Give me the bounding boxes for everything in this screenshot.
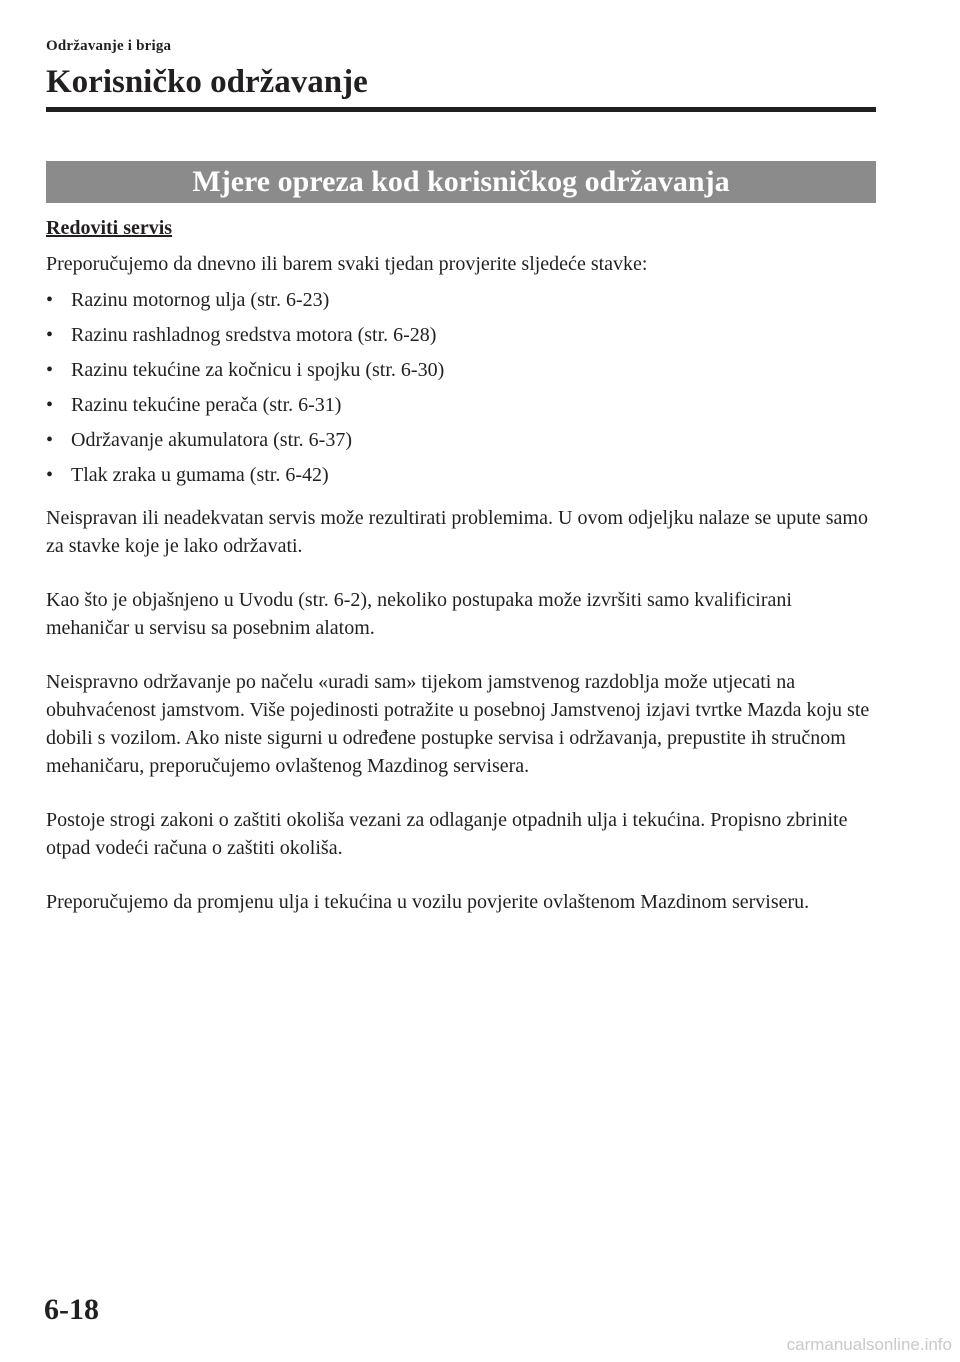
bullet-icon: • bbox=[46, 359, 54, 381]
page-number: 6-18 bbox=[44, 1293, 99, 1326]
bullet-icon: • bbox=[46, 289, 54, 311]
section-label: Održavanje i briga bbox=[46, 38, 172, 54]
list-item-text: Tlak zraka u gumama (str. 6-42) bbox=[71, 464, 329, 486]
section-banner: Mjere opreza kod korisničkog održavanja bbox=[46, 161, 876, 203]
list-item bbox=[46, 391, 878, 419]
list-item bbox=[46, 286, 878, 314]
list-item-text: Razinu tekućine za kočnicu i spojku (str. 6-30) bbox=[71, 359, 445, 381]
bullet-icon: • bbox=[46, 429, 54, 451]
list-item bbox=[46, 321, 878, 349]
bullet-icon: • bbox=[46, 324, 54, 346]
list-item bbox=[46, 461, 878, 489]
intro-text: Preporučujemo da dnevno ili barem svaki tjedan provjerite sljedeće stavke: bbox=[46, 253, 648, 275]
main-content bbox=[46, 214, 878, 942]
list-item-text: Razinu tekućine perača (str. 6-31) bbox=[71, 394, 342, 416]
subheading: Redoviti servis bbox=[46, 217, 173, 239]
bullet-icon: • bbox=[46, 394, 54, 416]
title-divider bbox=[46, 107, 876, 112]
list-item bbox=[46, 426, 878, 454]
watermark: carmanualsonline.info bbox=[786, 1335, 952, 1354]
checklist bbox=[46, 286, 878, 489]
paragraph: Postoje strogi zakoni o zaštiti okoliša vezani za odlaganje otpadnih ulja i tekućina. Propisno zbrinite otpad vodeći računa o zaštiti okoliša. bbox=[46, 809, 848, 859]
paragraph: Neispravan ili neadekvatan servis može rezultirati problemima. U ovom odjeljku nalaze se upute samo za stavke koje je lako održavati. bbox=[46, 507, 868, 557]
bullet-icon: • bbox=[46, 464, 54, 486]
paragraph: Neispravno održavanje po načelu «uradi sam» tijekom jamstvenog razdoblja može utjecati na obuhvaćenost jamstvom. Više pojedinosti potražite u posebnoj Jamstvenoj izjavi tvrtke Mazda koju ste dobili s vozilom. Ako niste sigurni u određene postupke servisa i održavanja, prepustite ih stručnom mehaničaru, preporučujemo ovlaštenog Mazdinog servisera. bbox=[46, 671, 870, 777]
page-title: Korisničko održavanje bbox=[46, 64, 368, 100]
paragraph: Preporučujemo da promjenu ulja i tekućina u vozilu povjerite ovlaštenom Mazdinom serviseru. bbox=[46, 891, 810, 913]
list-item-text: Održavanje akumulatora (str. 6-37) bbox=[71, 429, 353, 451]
list-item bbox=[46, 356, 878, 384]
paragraph: Kao što je objašnjeno u Uvodu (str. 6-2), nekoliko postupaka može izvršiti samo kvalificirani mehaničar u servisu sa posebnim alatom. bbox=[46, 589, 792, 639]
list-item-text: Razinu rashladnog sredstva motora (str. 6-28) bbox=[71, 324, 437, 346]
list-item-text: Razinu motornog ulja (str. 6-23) bbox=[71, 289, 330, 311]
